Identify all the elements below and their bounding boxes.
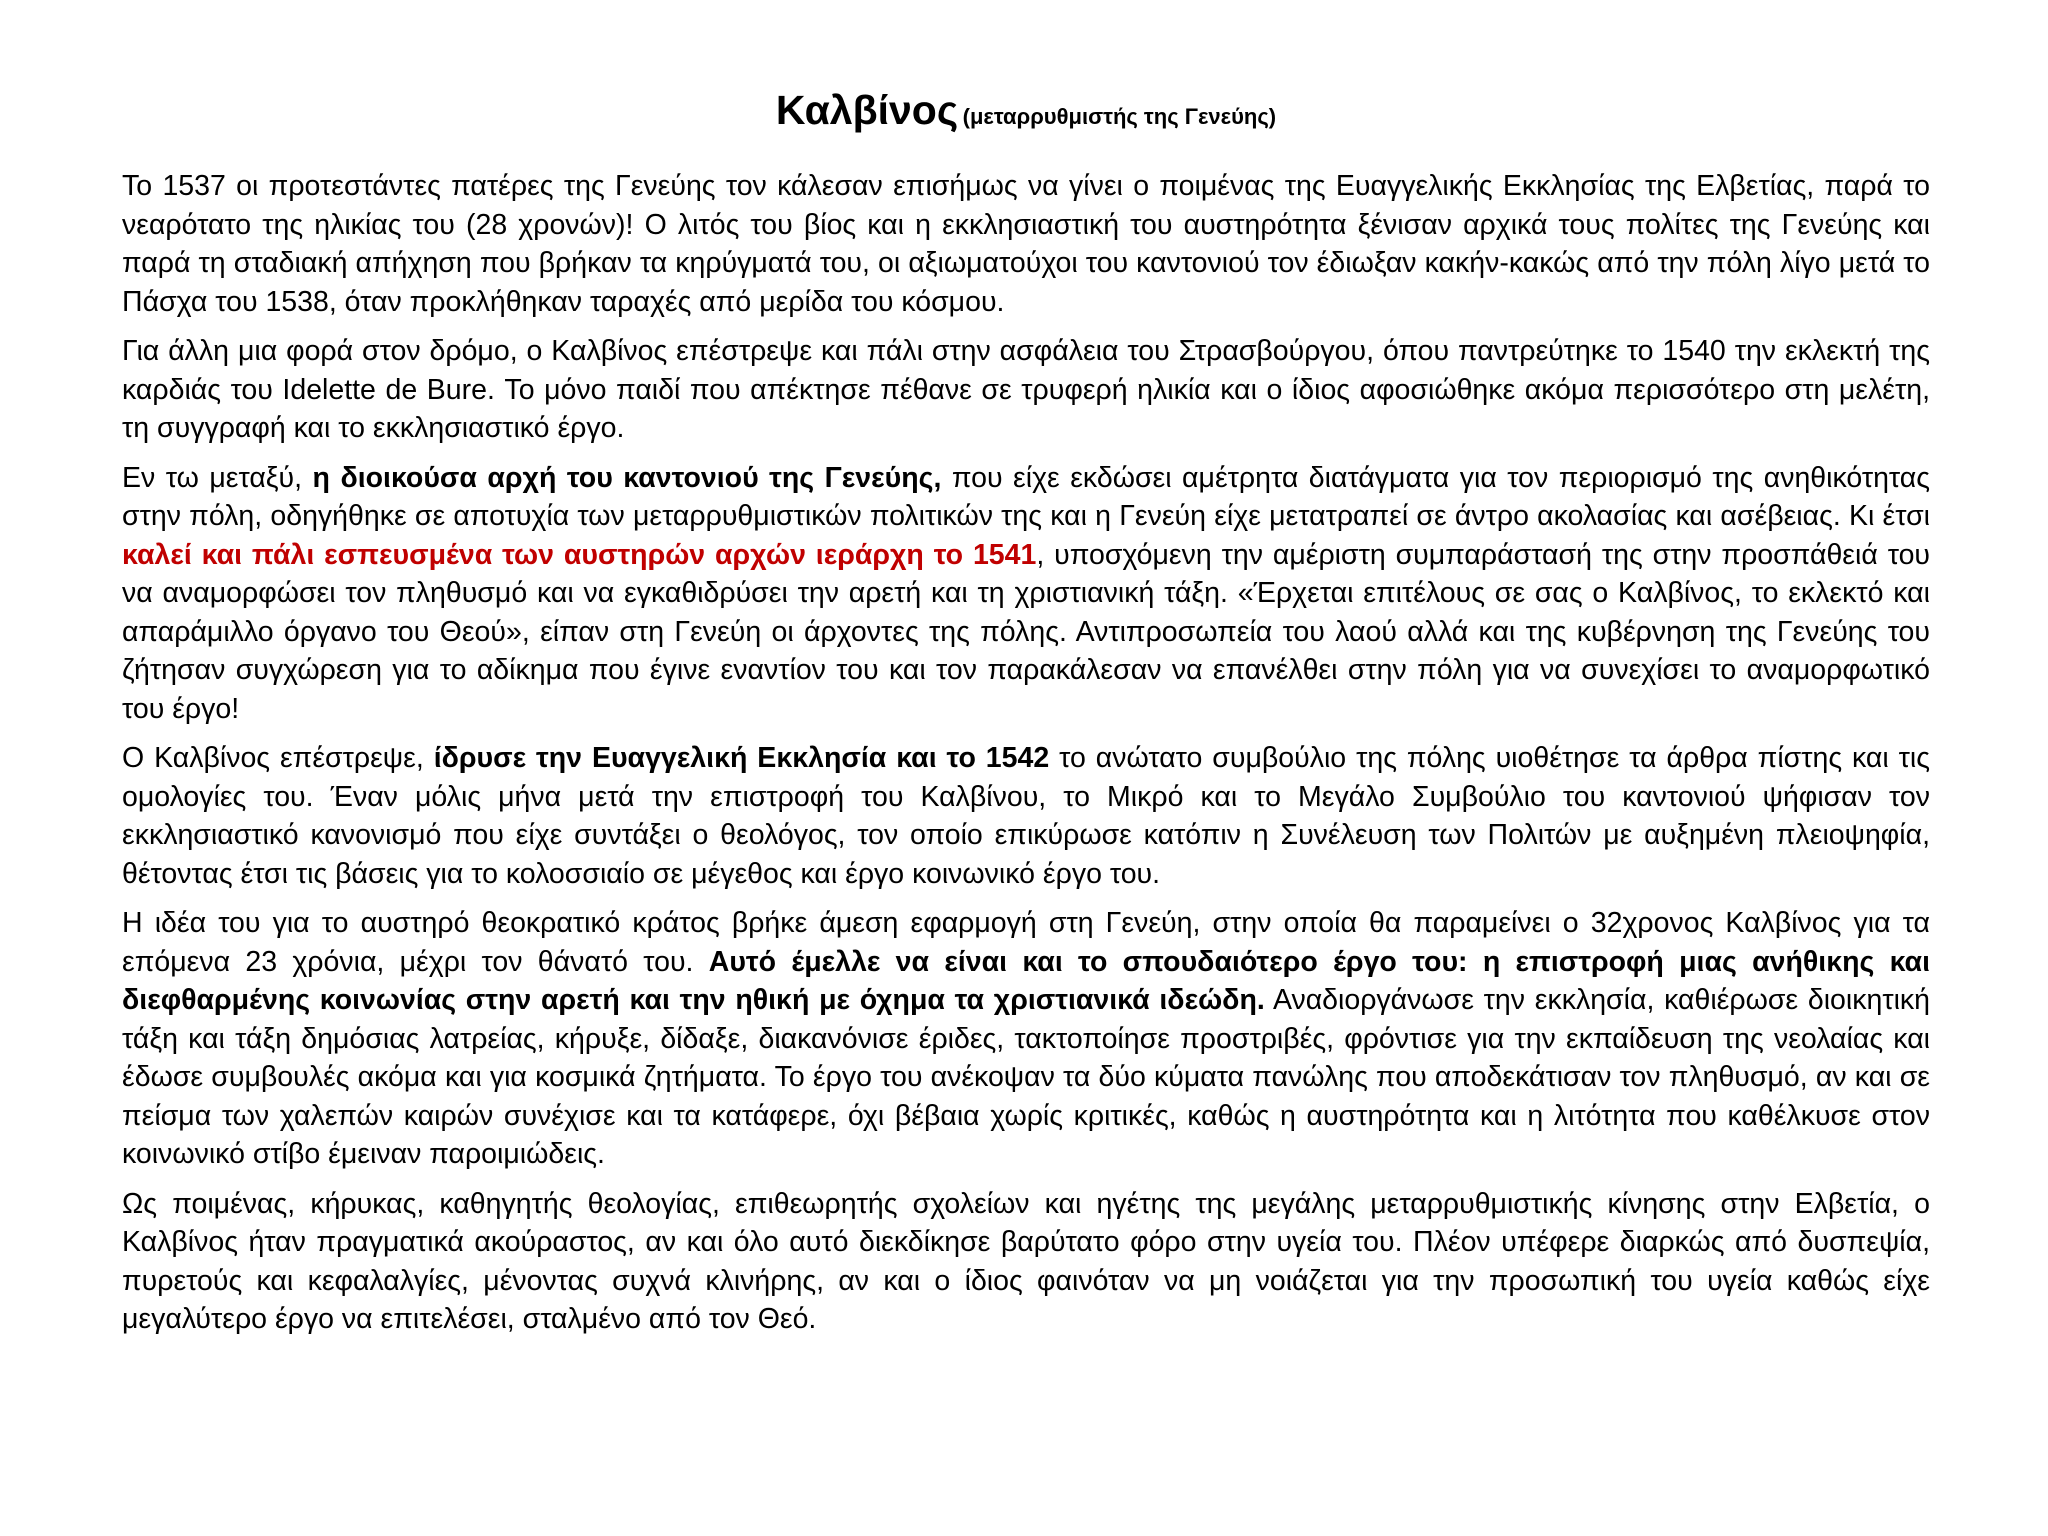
paragraph-5 [122, 904, 1930, 1174]
paragraph-text: που είχε εκδώσει αμέτρητα διατάγματα για τον περιορισμό της ανηθικότητας στην πόλη, οδηγήθηκε σε αποτυχία των μεταρρυθμιστικών πολιτικών της και η Γενεύη είχε μετατραπεί σε άντρο ακολασίας και ασέβειας. Κι έτσι [122, 461, 1930, 533]
paragraph-text: Η ιδέα του για το αυστηρό θεοκρατικό κράτος βρήκε άμεση εφαρμογή στη Γενεύη, στην οποία θα παραμείνει ο 32χρονος Καλβίνος για τα επόμενα 23 χρόνια, μέχρι τον θάνατό του. [122, 907, 1930, 978]
paragraph-text: Ως ποιμένας, κήρυκας, καθηγητής θεολογίας, επιθεωρητής σχολείων και ηγέτης της μεγάλης μεταρρυθμιστικής κίνησης στην Ελβετία, ο Καλβίνος ήταν πραγματικά ακούραστος, αν και όλο αυτό διεκδίκησε βαρύτατο φόρο στην υγεία του. Πλέον υπέφερε διαρκώς από δυσπεψία, πυρετούς και κεφαλαλγίες, μένοντας συχνά κλινήρης, αν και ο ίδιος φαινόταν να μη νοιάζεται για την προσωπική του υγεία καθώς είχε μεγαλύτερο έργο να επιτελέσει, σταλμένο από τον Θεό. [122, 1187, 1930, 1336]
title-subtitle: (μεταρρυθμιστής της Γενεύης) [962, 104, 1277, 129]
highlighted-red-phrase: καλεί και πάλι εσπευσμένα των αυστηρών αρχών ιεράρχη το 1541 [122, 538, 1037, 571]
paragraph-text: , υποσχόμενη την αμέριστη συμπαράστασή της στην προσπάθειά του να αναμορφώσει τον πληθυσμό και να εγκαθιδρύσει την αρετή και τη χριστιανική τάξη. «Έρχεται επιτέλους σε σας ο Καλβίνος, το εκλεκτό και απαράμιλλο όργανο του Θεού», είπαν στη Γενεύη οι άρχοντες της πόλης. Αντιπροσωπεία του λαού αλλά και της κυβέρνηση της Γενεύης του ζήτησαν συγχώρεση για το αδίκημα που έγινε εναντίον του και τον παρακάλεσαν να επανέλθει στην πόλη για να συνεχίσει το αναμορφωτικό του έργο! [122, 538, 1931, 725]
paragraph-1 [122, 167, 1930, 321]
paragraph-2 [122, 332, 1930, 448]
paragraph-text: Ο Καλβίνος επέστρεψε, [122, 742, 434, 775]
document-page [122, 86, 1930, 1350]
title-main: Καλβίνος [775, 87, 959, 133]
paragraph-text: Αναδιοργάνωσε την εκκλησία, καθιέρωσε διοικητική τάξη και τάξη δημόσιας λατρείας, κήρυξε, δίδαξε, διακανόνισε έριδες, τακτοποίησε προστριβές, φρόντισε για την εκπαίδευση της νεολαίας και έδωσε συμβουλές ακόμα και για κοσμικά ζητήματα. Το έργο του ανέκοψαν τα δύο κύματα πανώλης που αποδεκάτισαν τον πληθυσμό, αν και σε πείσμα των χαλεπών καιρών συνέχισε και τα κατάφερε, όχι βέβαια χωρίς κριτικές, καθώς η αυστηρότητα και η λιτότητα που καθέλκυσε στον κοινωνικό στίβο έμειναν παροιμιώδεις. [122, 984, 1931, 1171]
paragraph-6 [122, 1185, 1930, 1339]
paragraph-text: Εν τω μεταξύ, [122, 461, 313, 494]
paragraph-3 [122, 459, 1930, 729]
paragraph-text: το ανώτατο συμβούλιο της πόλης υιοθέτησε τα άρθρα πίστης και τις ομολογίες του. Έναν μόλις μήνα μετά την επιστροφή του Καλβίνου, το Μικρό και το Μεγάλο Συμβούλιο του καντονιού ψήφισαν τον εκκλησιαστικό κανονισμό που είχε συντάξει ο θεολόγος, τον οποίο επικύρωσε κατόπιν η Συνέλευση των Πολιτών με αυξημένη πλειοψηφία, θέτοντας έτσι τις βάσεις για το κολοσσιαίο σε μέγεθος και έργο κοινωνικό έργο του. [122, 742, 1930, 890]
paragraph-text: Το 1537 οι προτεστάντες πατέρες της Γενεύης τον κάλεσαν επισήμως να γίνει ο ποιμένας της Ευαγγελικής Εκκλησίας της Ελβετίας, παρά το νεαρότατο της ηλικίας του (28 χρονών)! Ο λιτός του βίος και η εκκλησιαστική του αυστηρότητα ξένισαν αρχικά τους πολίτες της Γενεύης και παρά τη σταδιακή απήχηση που βρήκαν τα κηρύγματά του, οι αξιωματούχοι του καντονιού τον έδιωξαν κακήν-κακώς από την πόλη λίγο μετά το Πάσχα του 1538, όταν προκλήθηκαν ταραχές από μερίδα του κόσμου. [122, 170, 1930, 318]
bold-phrase: Αυτό έμελλε να είναι και το σπουδαιότερο έργο του: η επιστροφή μιας ανήθικης και διεφθαρμένης κοινωνίας στην αρετή και την ηθική με όχημα τα χριστιανικά ιδεώδη. [122, 945, 1930, 1017]
paragraph-4 [122, 739, 1930, 893]
paragraph-text: Για άλλη μια φορά στον δρόμο, ο Καλβίνος επέστρεψε και πάλι στην ασφάλεια του Στρασβούργου, όπου παντρεύτηκε το 1540 την εκλεκτή της καρδιάς του Idelette de Bure. Το μόνο παιδί που απέκτησε πέθανε σε τρυφερή ηλικία και ο ίδιος αφοσιώθηκε ακόμα περισσότερο στη μελέτη, τη συγγραφή και το εκκλησιαστικό έργο. [122, 335, 1930, 445]
document-title [122, 86, 1930, 135]
bold-phrase: ίδρυσε την Ευαγγελική Εκκλησία και το 1542 [433, 742, 1050, 775]
bold-phrase: η διοικούσα αρχή του καντονιού της Γενεύης, [312, 461, 942, 494]
